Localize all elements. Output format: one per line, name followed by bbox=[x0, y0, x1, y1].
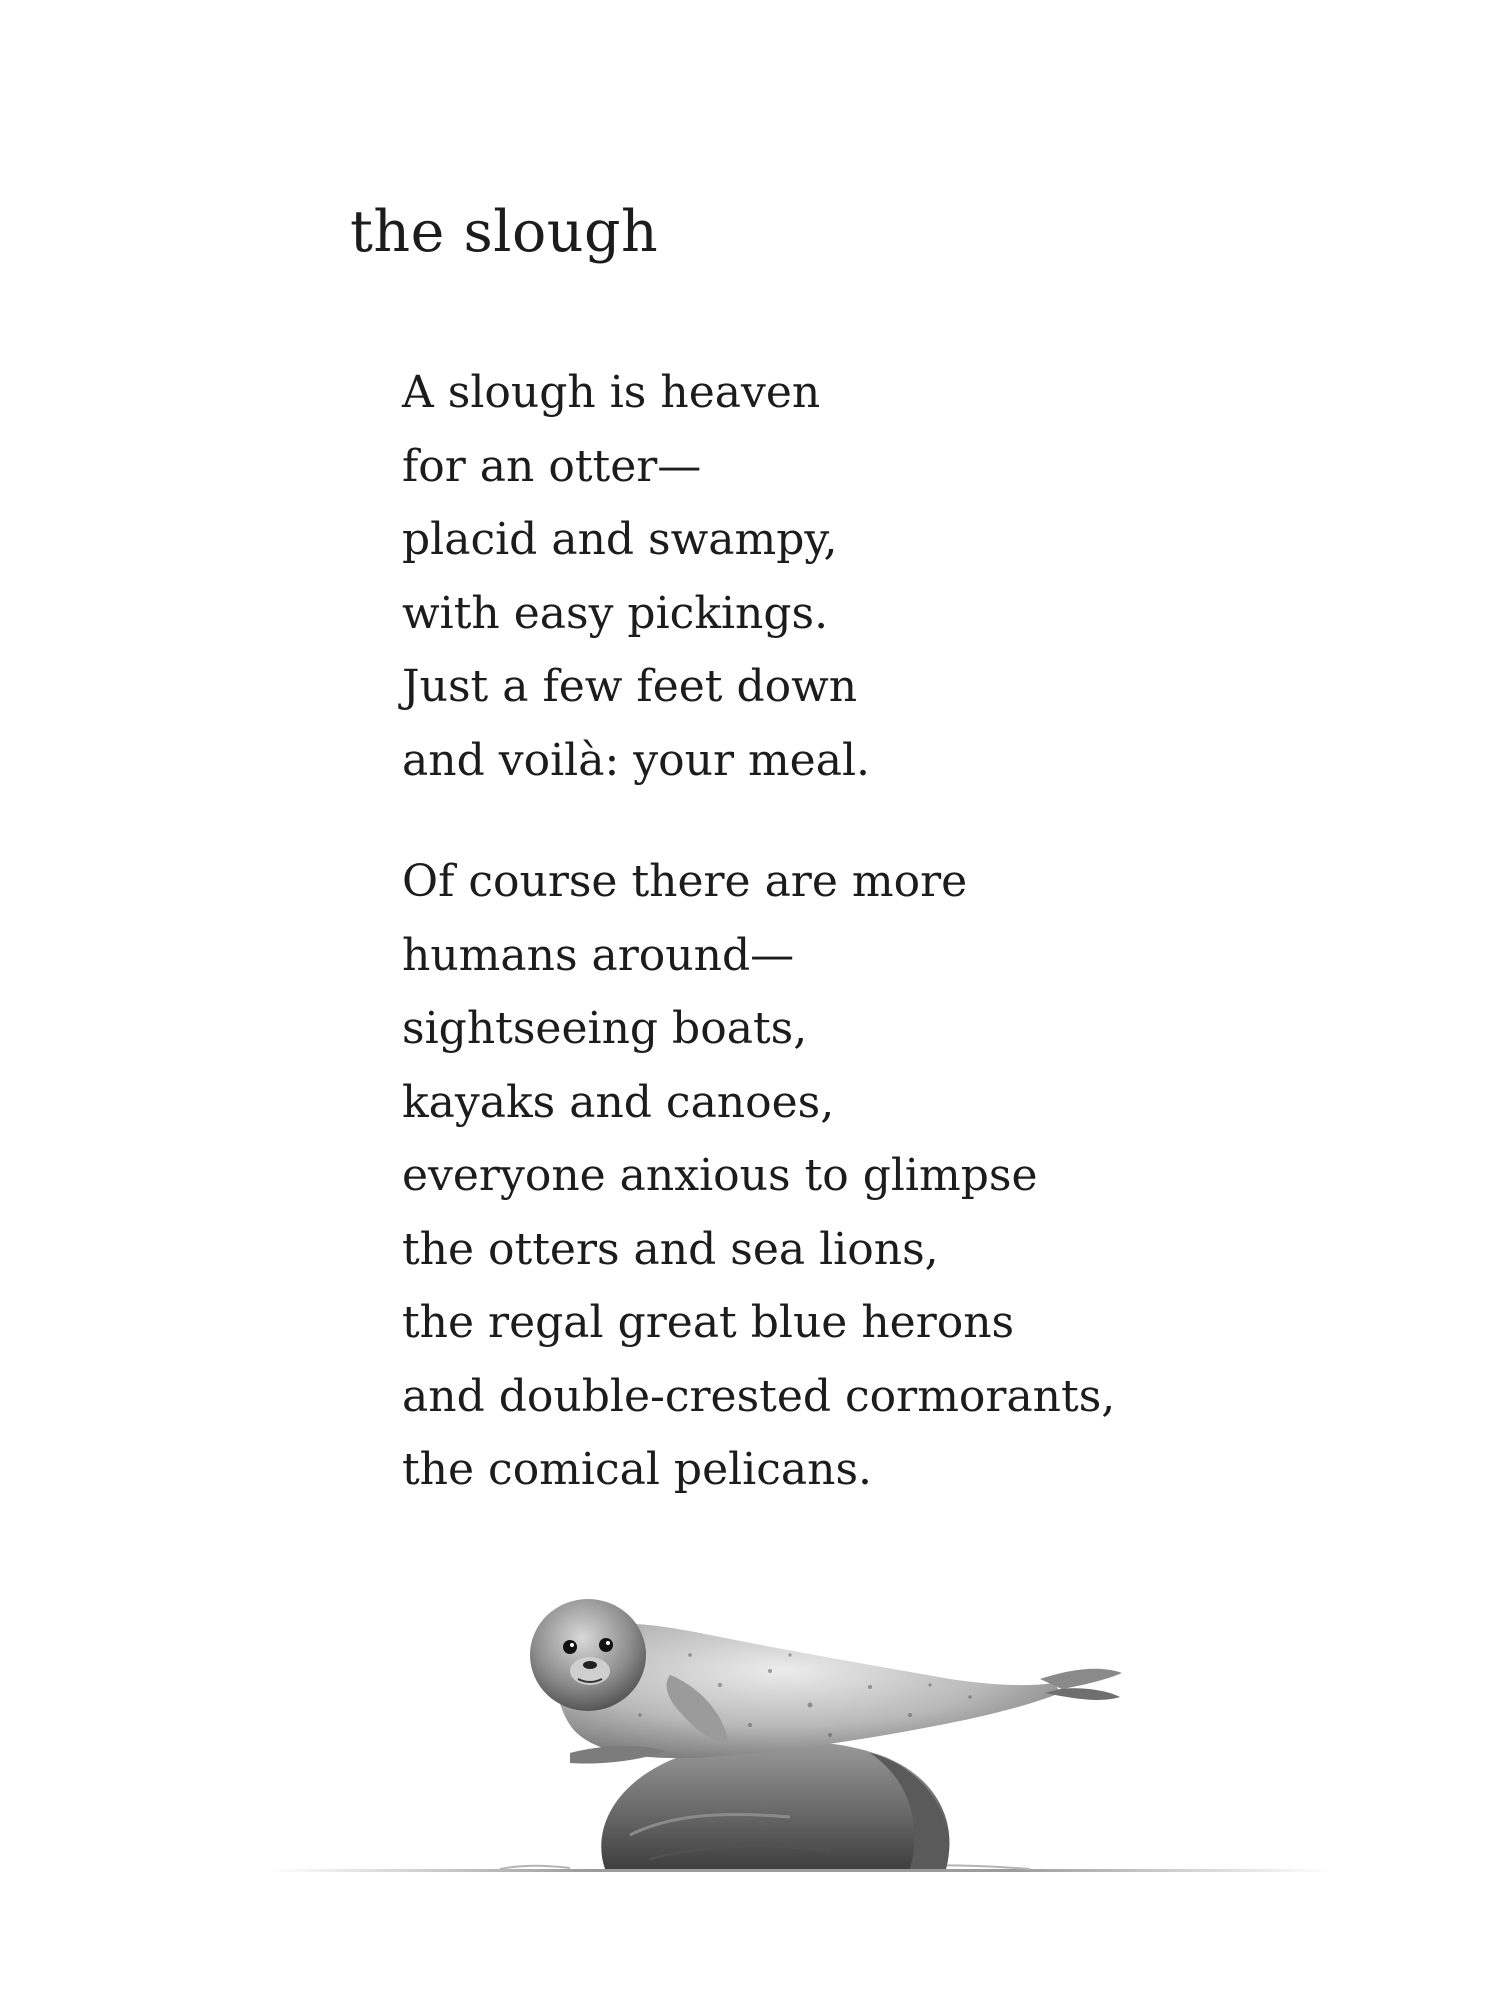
poem-line: everyone anxious to glimpse bbox=[402, 1150, 1038, 1201]
poem-line: placid and swampy, bbox=[402, 514, 838, 565]
poem-line: A slough is heaven bbox=[402, 367, 821, 418]
poem-line: the regal great blue herons bbox=[402, 1297, 1015, 1348]
stanza-2 bbox=[402, 845, 1402, 1507]
poem-line: and double-crested cormorants, bbox=[402, 1370, 1116, 1422]
poem-line: sightseeing boats, bbox=[402, 1003, 808, 1054]
poem-line: with easy pickings. bbox=[402, 587, 829, 639]
poem-line: Just a few feet down bbox=[402, 661, 858, 712]
poem-line: the comical pelicans. bbox=[402, 1444, 873, 1495]
page-title: the slough bbox=[350, 199, 659, 265]
poem-line: for an otter— bbox=[402, 440, 702, 492]
poem-line: humans around— bbox=[402, 929, 795, 981]
seal-on-rock-icon bbox=[270, 1575, 1330, 1885]
poem bbox=[402, 356, 1402, 1555]
poem-line: the otters and sea lions, bbox=[402, 1223, 939, 1275]
poem-line: and voilà: your meal. bbox=[402, 734, 871, 786]
poem-line: kayaks and canoes, bbox=[402, 1076, 835, 1128]
poem-line: Of course there are more bbox=[402, 856, 968, 907]
stanza-1 bbox=[402, 356, 1402, 797]
